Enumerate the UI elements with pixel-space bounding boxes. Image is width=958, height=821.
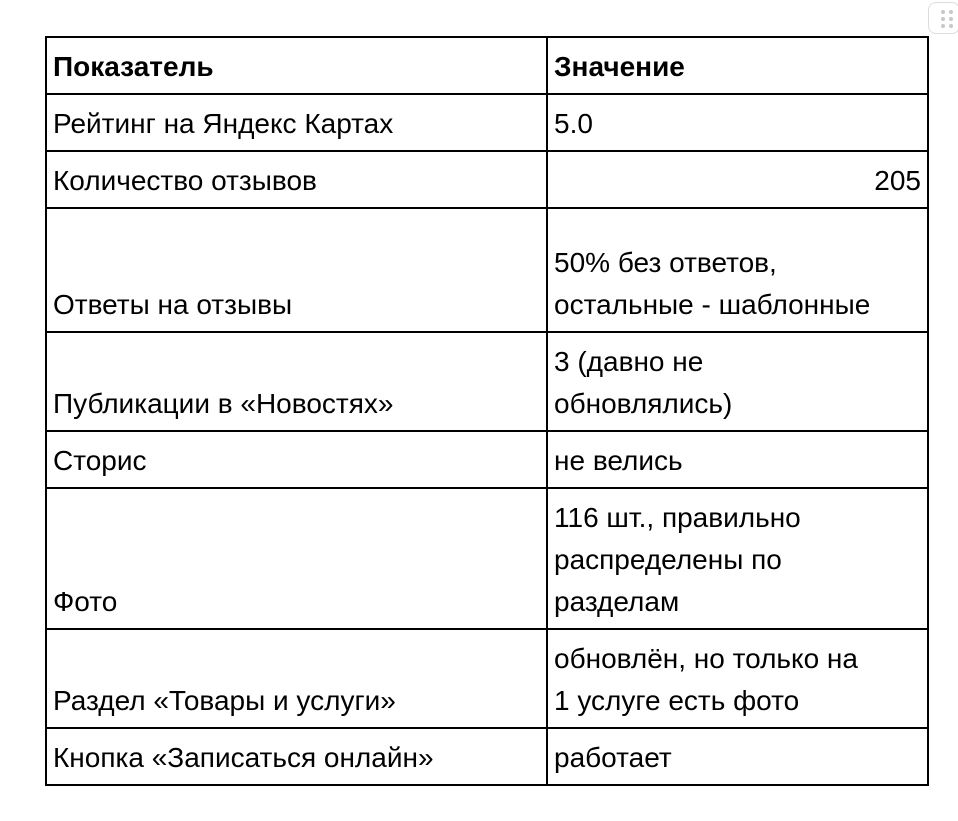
table-row	[46, 728, 928, 785]
table-row	[46, 629, 928, 728]
row-indicator: Публикации в «Новостях»	[46, 332, 547, 431]
row-value: работает	[547, 728, 928, 785]
table-row	[46, 94, 928, 151]
row-value	[547, 488, 928, 629]
row-value: 205	[547, 151, 928, 208]
drag-handle-button[interactable]	[928, 2, 958, 34]
row-value	[547, 208, 928, 332]
row-value	[547, 332, 928, 431]
value-line: разделам	[554, 586, 680, 617]
drag-handle-icon	[941, 10, 953, 28]
header-value: Значение	[547, 37, 928, 94]
table-row	[46, 488, 928, 629]
row-indicator: Рейтинг на Яндекс Картах	[46, 94, 547, 151]
value-line: обновлён, но только на	[554, 643, 858, 674]
row-indicator: Кнопка «Записаться онлайн»	[46, 728, 547, 785]
row-value: 5.0	[547, 94, 928, 151]
value-line: 50% без ответов,	[554, 247, 777, 278]
row-indicator: Раздел «Товары и услуги»	[46, 629, 547, 728]
value-line: 3 (давно не	[554, 346, 704, 377]
row-value: не велись	[547, 431, 928, 488]
row-indicator: Сторис	[46, 431, 547, 488]
value-line: распределены по	[554, 544, 782, 575]
table-row	[46, 208, 928, 332]
value-line: 1 услуге есть фото	[554, 685, 800, 716]
indicators-table	[45, 36, 929, 786]
header-indicator: Показатель	[46, 37, 547, 94]
row-value	[547, 629, 928, 728]
row-indicator: Фото	[46, 488, 547, 629]
table-row	[46, 431, 928, 488]
value-line: обновлялись)	[554, 388, 733, 419]
value-line: 116 шт., правильно	[554, 502, 801, 533]
table-row	[46, 151, 928, 208]
table-row	[46, 332, 928, 431]
row-indicator: Количество отзывов	[46, 151, 547, 208]
value-line: остальные - шаблонные	[554, 289, 871, 320]
row-indicator: Ответы на отзывы	[46, 208, 547, 332]
table-header-row	[46, 37, 928, 94]
